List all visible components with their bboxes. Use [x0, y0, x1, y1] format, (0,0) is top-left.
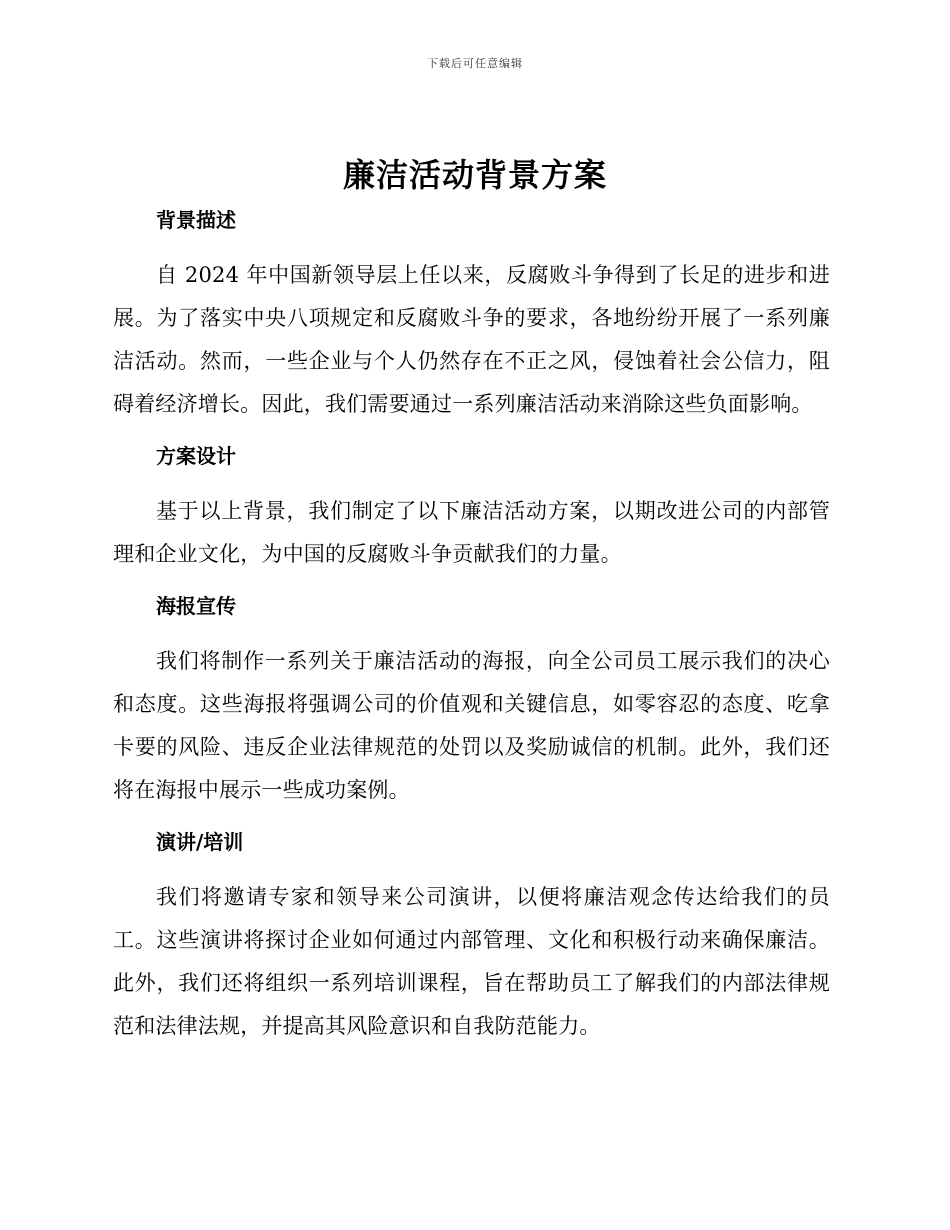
section-heading-plan-design: 方案设计	[156, 444, 236, 468]
section-paragraph-plan-design: 基于以上背景，我们制定了以下廉洁活动方案，以期改进公司的内部管理和企业文化，为中国的反腐败斗争贡献我们的力量。	[113, 499, 830, 566]
section-paragraph-background: 自 2024 年中国新领导层上任以来，反腐败斗争得到了长足的进步和进展。为了落实中央八项规定和反腐败斗争的要求，各地纷纷开展了一系列廉洁活动。然而，一些企业与个人仍然存在不正之风，侵蚀着社会公信力，阻碍着经济增长。因此，我们需要通过一系列廉洁活动来消除这些负面影响。	[113, 263, 830, 416]
section-heading-poster: 海报宣传	[156, 594, 236, 618]
section-paragraph-training: 我们将邀请专家和领导来公司演讲，以便将廉洁观念传达给我们的员工。这些演讲将探讨企业如何通过内部管理、文化和积极行动来确保廉洁。此外，我们还将组织一系列培训课程，旨在帮助员工了解我们的内部法律规范和法律法规，并提高其风险意识和自我防范能力。	[113, 885, 830, 1038]
document-body	[113, 204, 830, 1048]
header-note: 下载后可任意编辑	[427, 57, 523, 70]
section-heading-training: 演讲/培训	[156, 830, 244, 854]
section-heading-background: 背景描述	[156, 208, 236, 232]
document-title: 廉洁活动背景方案	[342, 156, 607, 194]
section-paragraph-poster: 我们将制作一系列关于廉洁活动的海报，向全公司员工展示我们的决心和态度。这些海报将强调公司的价值观和关键信息，如零容忍的态度、吃拿卡要的风险、违反企业法律规范的处罚以及奖励诚信的机制。此外，我们还将在海报中展示一些成功案例。	[113, 649, 830, 802]
